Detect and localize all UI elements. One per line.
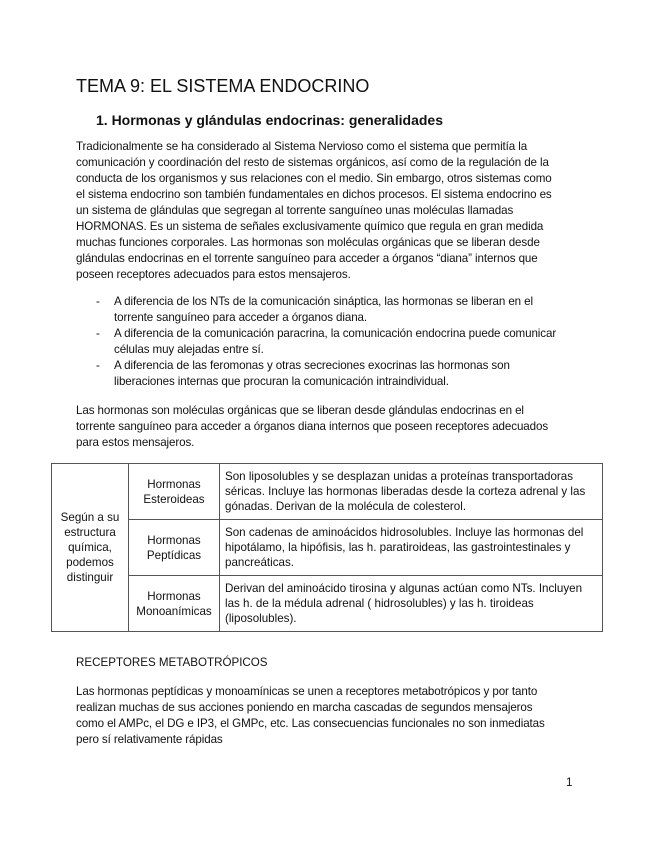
section-heading: 1. Hormonas y glándulas endocrinas: generalidades (96, 112, 443, 128)
list-item (96, 326, 556, 358)
description-cell: Son liposolubles y se desplazan unidas a proteínas transportadoras séricas. Incluye las hormonas liberadas desde la corteza adrenal y las gónadas. Derivan de la molécula de colesterol. (220, 464, 603, 520)
text-line: A diferencia de los NTs de la comunicación sináptica, las hormonas se liberan en el (114, 295, 533, 308)
hormone-type-cell: Hormonas Monoanímicas (129, 576, 220, 632)
intro-paragraph (76, 139, 552, 283)
hormone-type-cell: Hormonas Esteroideas (129, 464, 220, 520)
list-item (96, 294, 556, 326)
receptors-paragraph (76, 684, 545, 748)
hormone-classification-table (51, 463, 603, 632)
description-cell: Son cadenas de aminoácidos hidrosolubles. Incluye las hormonas del hipotálamo, la hipófisis, las h. paratiroideas, las gastrointestinales y pancreáticas. (220, 520, 603, 576)
text-line: células muy alejadas entre sí. (114, 343, 264, 356)
text-line: Las hormonas peptídicas y monoamínicas se unen a receptores metabotrópicos y por tanto (76, 685, 538, 698)
text-line: pero sí relativamente rápidas (76, 733, 223, 746)
table-row (52, 576, 603, 632)
bullet-marker: - (96, 295, 100, 308)
text-line: para estos mensajeros. (76, 436, 195, 449)
text-line: A diferencia de la comunicación paracrina, la comunicación endocrina puede comunicar (114, 327, 557, 340)
receptors-heading: RECEPTORES METABOTRÓPICOS (76, 656, 268, 669)
text-line: liberaciones internas que procuran la comunicación intraindividual. (114, 375, 449, 388)
table-row (52, 520, 603, 576)
table-row (52, 464, 603, 520)
hormone-type-cell: Hormonas Peptídicas (129, 520, 220, 576)
text-line: el sistema endocrino son también fundamentales en dichos procesos. El sistema endocrino es (76, 188, 552, 201)
text-line: HORMONAS. Es un sistema de señales exclusivamente químico que regula en gran medida (76, 220, 544, 233)
text-line: poseen receptores adecuados para estos mensajeros. (76, 268, 351, 281)
text-line: muchas funciones corporales. Las hormonas son moléculas orgánicas que se liberan desde (76, 236, 540, 249)
text-line: conducta de los organismos y sus relaciones con el medio. Sin embargo, otros sistemas como (76, 172, 552, 185)
text-line: realizan muchas de sus acciones poniendo en marcha cascadas de segundos mensajeros (76, 701, 533, 714)
bullet-marker: - (96, 327, 100, 340)
page-number: 1 (566, 776, 573, 789)
page-title: TEMA 9: EL SISTEMA ENDOCRINO (76, 76, 370, 96)
text-line: Tradicionalmente se ha considerado al Sistema Nervioso como el sistema que permitía la (76, 140, 528, 153)
text-line: como el AMPc, el DG e IP3, el GMPc, etc. Las consecuencias funcionales no son inmediatas (76, 717, 545, 730)
text-line: glándulas endocrinas en el torrente sanguíneo para acceder a órganos “diana” internos que (76, 252, 538, 265)
text-line: un sistema de glándulas que segregan al torrente sanguíneo unas moléculas llamadas (76, 204, 514, 217)
text-line: torrente sanguíneo para acceder a órganos diana internos que poseen receptores adecuados (76, 420, 549, 433)
bullet-list (96, 294, 556, 390)
row-header-cell: Según a su estructura química, podemos distinguir (52, 464, 129, 632)
list-item (96, 358, 556, 390)
text-line: comunicación y coordinación del resto de sistemas orgánicos, así como de la regulación de la (76, 156, 549, 169)
bullet-marker: - (96, 359, 100, 372)
description-cell: Derivan del aminoácido tirosina y algunas actúan como NTs. Incluyen las h. de la médula adrenal ( hidrosolubles) y las h. tiroideas (liposolubles). (220, 576, 603, 632)
text-line: torrente sanguíneo para acceder a órganos diana. (114, 311, 368, 324)
text-line: A diferencia de las feromonas y otras secreciones exocrinas las hormonas son (114, 359, 510, 372)
hormones-paragraph (76, 403, 548, 451)
text-line: Las hormonas son moléculas orgánicas que se liberan desde glándulas endocrinas en el (76, 404, 524, 417)
